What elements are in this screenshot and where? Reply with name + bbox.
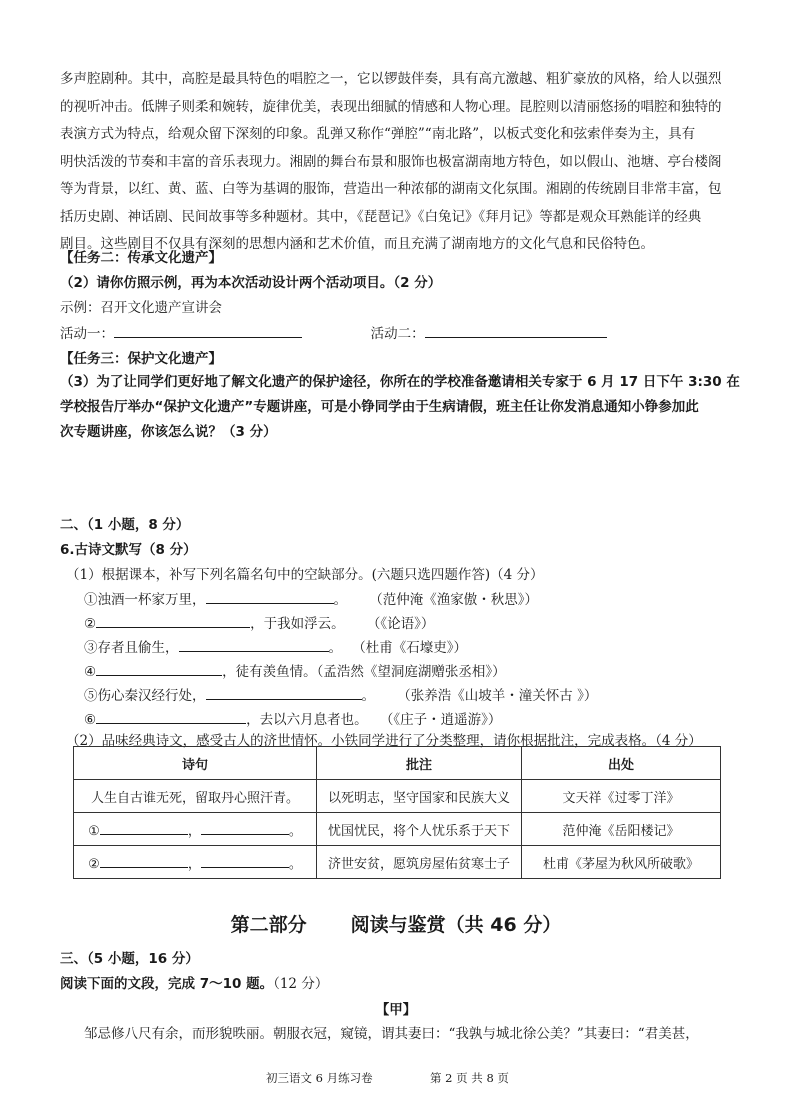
- note-cell: 忧国忧民，将个人忧乐系于天下: [317, 813, 522, 846]
- item-prefix: ①浊酒一杯家万里，: [84, 592, 206, 608]
- answer-blank[interactable]: [179, 637, 329, 652]
- answer-blank[interactable]: [96, 709, 246, 724]
- column-header: 出处: [522, 747, 721, 780]
- table-header-row: [74, 747, 721, 780]
- q6-2-intro: （2）品味经典诗文，感受古人的济世情怀。小铁同学进行了分类整理，请你根据批注，完成表格。（4 分）: [66, 733, 702, 749]
- task2-question: （2）请你仿照示例，再为本次活动设计两个活动项目。（2 分）: [60, 275, 442, 291]
- recitation-item: [84, 636, 467, 656]
- intro-line: 括历史剧、神话剧、民间故事等多种题材。其中，《琵琶记》《白兔记》《拜月记》等都是观众耳熟能详的经典: [60, 208, 702, 225]
- item-source: （张养浩《山坡羊・潼关怀古 》）: [397, 688, 598, 704]
- part2-heading: [0, 910, 792, 937]
- note-cell: 以死明志，坚守国家和民族大义: [317, 780, 522, 813]
- activity1-label: 活动一：: [60, 326, 114, 342]
- part2-title-right: 阅读与鉴赏（共 46 分）: [350, 914, 562, 936]
- verse-prefix: ①: [88, 823, 100, 839]
- intro-line: 剧目。这些剧目不仅具有深刻的思想内涵和艺术价值，而且充满了湖南地方的文化气息和民俗特色。: [60, 236, 654, 252]
- intro-paragraph: [60, 66, 722, 259]
- answer-blank[interactable]: [100, 853, 188, 868]
- verse-cell: [74, 813, 317, 846]
- item-suffix: 。: [328, 640, 342, 656]
- answer-blank[interactable]: [201, 853, 289, 868]
- task3-question: [60, 370, 740, 445]
- note-cell: 济世安贫，愿筑房屋佑贫寒士子: [317, 846, 522, 879]
- item-suffix: ，徒有羡鱼情。: [222, 664, 317, 680]
- section2-header: 二、（1 小题，8 分）: [60, 517, 190, 533]
- item-suffix: ，于我如浮云。: [250, 616, 345, 632]
- answer-blank[interactable]: [201, 820, 289, 835]
- task2-example: 示例：召开文化遗产宣讲会: [60, 300, 222, 316]
- item-prefix: ②: [84, 616, 97, 632]
- answer-blank[interactable]: [96, 613, 250, 628]
- verse-comma: ，: [187, 823, 201, 839]
- item-suffix: ，去以六月息者也。: [246, 712, 368, 728]
- source-cell: 文天祥《过零丁洋》: [522, 780, 721, 813]
- verse-cell: 人生自古谁无死，留取丹心照汗青。: [74, 780, 317, 813]
- activity2-label: 活动二：: [370, 326, 425, 342]
- section3-instruction: 阅读下面的文段，完成 7～10 题。: [60, 976, 274, 992]
- table-row: [74, 780, 721, 813]
- item-source: （杜甫《石壕吏》）: [352, 640, 468, 656]
- footer-exam-title: 初三语文 6 月练习卷: [266, 1071, 373, 1085]
- activity1-answer-blank[interactable]: [114, 323, 302, 338]
- answer-blank[interactable]: [206, 685, 362, 700]
- q6-1-intro: （1）根据课本，补写下列名篇名句中的空缺部分。(六题只选四题作答)（4 分）: [66, 567, 544, 583]
- recitation-item: [84, 612, 434, 632]
- verse-comma: ，: [187, 856, 201, 872]
- section3-score: （12 分）: [273, 976, 329, 992]
- task3-title: 【任务三：保护文化遗产】: [60, 351, 222, 367]
- item-prefix: ⑤伤心秦汉经行处，: [84, 688, 206, 704]
- source-cell: 杜甫《茅屋为秋风所破歌》: [522, 846, 721, 879]
- q6-title: 6.古诗文默写（8 分）: [60, 542, 197, 558]
- poetry-table: [73, 746, 721, 879]
- intro-line: 的视听冲击。低牌子则柔和婉转，旋律优美，表现出细腻的情感和人物心理。昆腔则以清丽悠扬的唱腔和独特的: [60, 98, 722, 115]
- column-header: 批注: [317, 747, 522, 780]
- item-prefix: ⑥: [84, 712, 97, 728]
- activity2-answer-blank[interactable]: [425, 323, 607, 338]
- verse-period: 。: [288, 823, 302, 839]
- recitation-item: [84, 660, 506, 680]
- table-row: [74, 813, 721, 846]
- answer-blank[interactable]: [96, 661, 222, 676]
- verse-prefix: ②: [88, 856, 100, 872]
- task3-question-line: （3）为了让同学们更好地了解文化遗产的保护途径，你所在的学校准备邀请相关专家于 6 月 17 日下午 3:30 在: [60, 374, 740, 390]
- item-suffix: 。: [361, 688, 375, 704]
- passage-first-line: 邹忌修八尺有余，而形貌昳丽。朝服衣冠，窥镜，谓其妻曰：“我孰与城北徐公美？”其妻曰：“君美甚，: [84, 1026, 699, 1042]
- source-cell: 范仲淹《岳阳楼记》: [522, 813, 721, 846]
- item-source: （范仲淹《渔家傲・秋思》）: [369, 592, 539, 608]
- footer-page-number: 第 2 页 共 8 页: [430, 1071, 509, 1085]
- answer-blank[interactable]: [100, 820, 188, 835]
- intro-line: 等为背景，以红、黄、蓝、白等为基调的服饰，营造出一种浓郁的湖南文化氛围。湘剧的传统剧目非常丰富，包: [60, 181, 722, 197]
- verse-cell: [74, 846, 317, 879]
- answer-blank[interactable]: [206, 589, 334, 604]
- task3-question-line: 次专题讲座，你该怎么说？（3 分）: [60, 424, 277, 440]
- recitation-item: [84, 684, 597, 704]
- item-prefix: ④: [84, 664, 97, 680]
- recitation-item: [84, 708, 501, 728]
- table-row: [74, 846, 721, 879]
- passage-label: 【甲】: [375, 1002, 417, 1018]
- verse-period: 。: [288, 856, 302, 872]
- part2-title-left: 第二部分: [230, 914, 307, 936]
- item-source: （《论语》）: [366, 616, 435, 632]
- recitation-item: [84, 588, 538, 608]
- item-suffix: 。: [333, 592, 347, 608]
- task2-title: 【任务二：传承文化遗产】: [60, 250, 222, 266]
- column-header: 诗句: [74, 747, 317, 780]
- activity-row: [60, 322, 607, 342]
- intro-line: 多声腔剧种。其中，高腔是最具特色的唱腔之一，它以锣鼓伴奏，具有高亢激越、粗犷豪放的风格，给人以强烈: [60, 71, 722, 87]
- section3-header: 三、（5 小题，16 分）: [60, 951, 199, 967]
- intro-line: 明快活泼的节奏和丰富的音乐表现力。湘剧的舞台布景和服饰也极富湖南地方特色，如以假山、池塘、亭台楼阁: [60, 153, 722, 170]
- intro-line: 表演方式为特点，给观众留下深刻的印象。乱弹又称作“弹腔”“南北路”，以板式变化和弦索伴奏为主，具有: [60, 126, 696, 142]
- item-source: （孟浩然《望洞庭湖赠张丞相》）: [316, 664, 506, 680]
- item-source: （《庄子・逍遥游》）: [379, 712, 502, 728]
- task3-question-line: 学校报告厅举办“保护文化遗产”专题讲座，可是小铮同学由于生病请假，班主任让你发消息通知小铮参加此: [60, 399, 699, 415]
- item-prefix: ③存者且偷生，: [84, 640, 179, 656]
- section3-instruction-row: [60, 972, 328, 992]
